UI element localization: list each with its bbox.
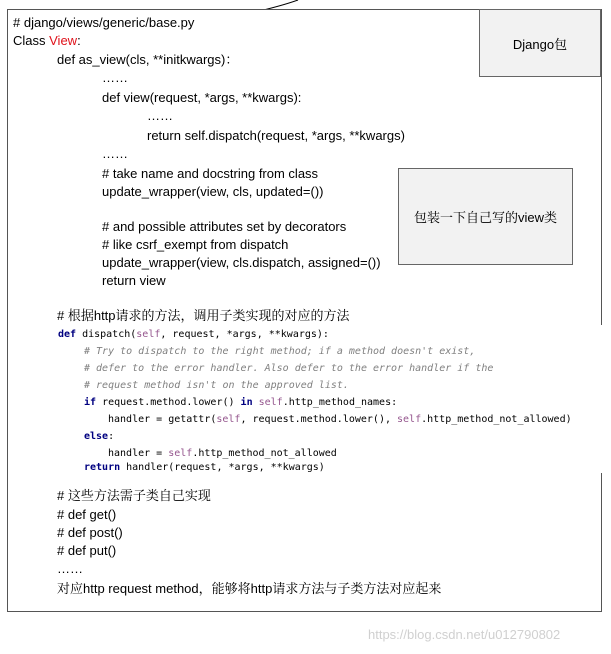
class-suffix: : [77, 33, 81, 48]
def-put-comment: # def put() [57, 543, 117, 558]
kw-if: if [84, 397, 97, 408]
self-1: self [136, 329, 161, 340]
view-def: def view(request, *args, **kwargs): [102, 90, 302, 105]
comment-subclass-impl: # 这些方法需子类自己实现 [57, 488, 211, 503]
django-package-label: Django包 [512, 36, 568, 52]
as-view-def: def as_view(cls, **initkwargs)： [57, 52, 239, 67]
class-prefix: Class [13, 33, 50, 48]
code-7-tail: : [108, 431, 115, 442]
return-dispatch: return self.dispatch(request, *args, **kwargs) [147, 128, 405, 143]
code-line-2: # Try to dispatch to the right method; if a method doesn't exist, [84, 346, 476, 357]
kw-else: else [84, 431, 109, 442]
kw-in: in [240, 397, 253, 408]
code-line-6 [108, 414, 572, 426]
class-declaration [13, 33, 81, 49]
django-package-callout [479, 9, 601, 77]
code-5-mid: request.method.lower() [96, 397, 241, 408]
kw-def: def [58, 329, 77, 340]
ellipsis-2: …… [147, 108, 173, 123]
self-6a: self [216, 414, 241, 425]
ellipsis-4: …… [57, 561, 83, 576]
code-line-3: # defer to the error handler. Also defer to the error handler if the [84, 363, 494, 374]
kw-return: return [84, 462, 121, 473]
ellipsis-1: …… [102, 70, 128, 85]
comment-csrf: # like csrf_exempt from dispatch [102, 237, 289, 252]
dispatch-comment: # 根据http请求的方法，调用子类实现的对应的方法 [57, 308, 350, 323]
wrap-view-label: 包装一下自己写的view类 [413, 210, 557, 225]
ellipsis-3: …… [102, 146, 128, 161]
code-6-mid: , request.method.lower(), [240, 414, 398, 425]
code-line-8 [108, 448, 337, 460]
def-post-comment: # def post() [57, 525, 123, 540]
comment-name-docstring: # take name and docstring from class [102, 166, 319, 181]
update-wrapper-2: update_wrapper(view, cls.dispatch, assigned=()) [102, 255, 381, 270]
code-8-tail: .http_method_not_allowed [192, 448, 337, 459]
comment-possible-attrs: # and possible attributes set by decorators [102, 219, 347, 234]
summary-text: 对应http request method，能够将http请求方法与子类方法对应起来 [57, 581, 442, 596]
dispatch-code-block [55, 325, 602, 473]
code-line-5 [84, 397, 397, 409]
update-wrapper-1: update_wrapper(view, cls, updated=()) [102, 184, 324, 199]
code-line-4: # request method isn't on the approved list. [84, 380, 349, 391]
def-get-comment: # def get() [57, 507, 117, 522]
code-1-tail: , request, *args, **kwargs): [160, 329, 329, 340]
code-line-7 [84, 431, 114, 443]
wrap-view-callout [398, 168, 573, 265]
code-6-tail: .http_method_not_allowed) [421, 414, 572, 425]
code-line-1 [58, 329, 329, 341]
class-name: View [49, 33, 78, 48]
code-6-pre: handler = getattr( [108, 414, 217, 425]
return-view: return view [102, 273, 166, 288]
code-line-9 [84, 462, 325, 474]
code-8-pre: handler = [108, 448, 169, 459]
watermark: https://blog.csdn.net/u012790802 [368, 627, 561, 642]
path-comment: # django/views/generic/base.py [13, 15, 195, 30]
code-5-tail: .http_method_names: [282, 397, 398, 408]
self-5: self [258, 397, 283, 408]
code-9-tail: handler(request, *args, **kwargs) [120, 462, 325, 473]
self-6b: self [397, 414, 422, 425]
self-8: self [168, 448, 193, 459]
code-1-rest: dispatch( [76, 329, 137, 340]
